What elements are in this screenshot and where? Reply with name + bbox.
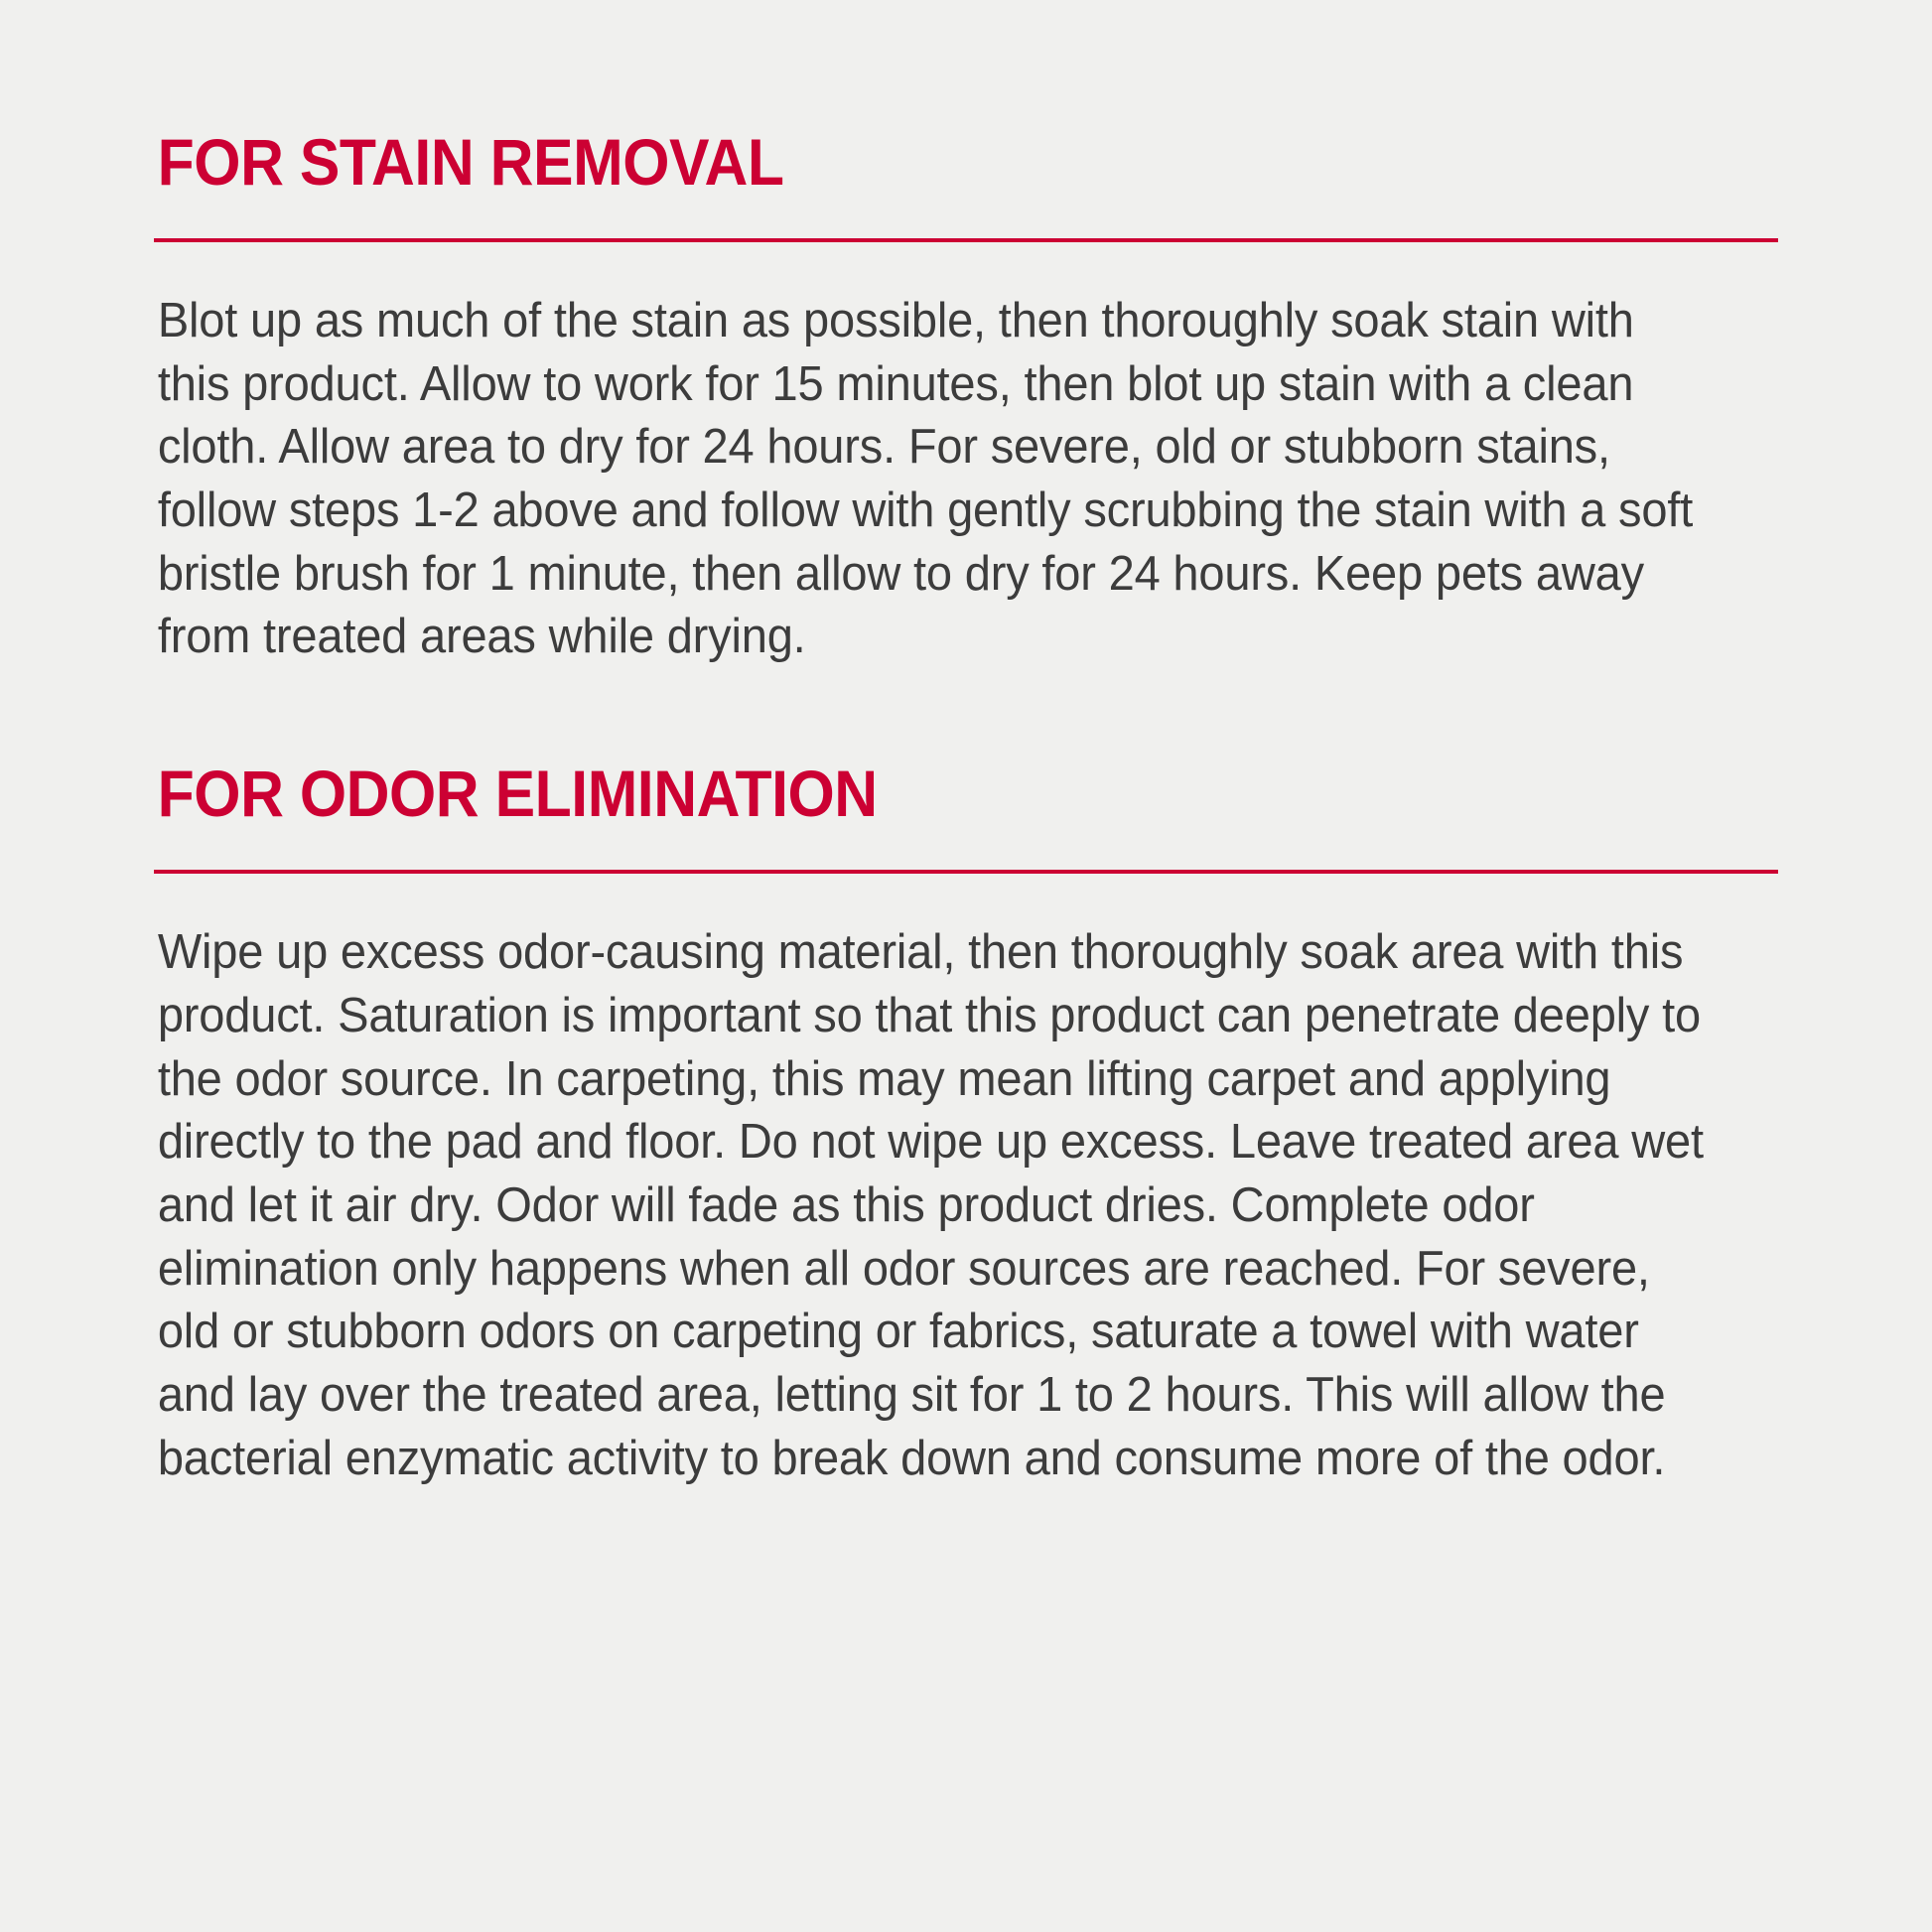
section-body-odor-elimination: Wipe up excess odor-causing material, then thoroughly soak area with this product. Saturation is important so that this product can penetrate deeply to the odor source. In carpeting, this may mean lifting carpet and applying directly to the pad and floor. Do not wipe up excess. Leave treated area wet and let it air dry. Odor will fade as this product dries. Complete odor elimination only happens when all odor sources are reached. For severe, old or stubborn odors on carpeting or fabrics, saturate a towel with water and lay over the treated area, letting sit for 1 to 2 hours. This will allow the bacterial enzymatic activity to break down and consume more of the odor. <box>157 925 1704 1485</box>
section-heading-odor-elimination: FOR ODOR ELIMINATION <box>157 757 878 831</box>
section-heading-stain-removal: FOR STAIN REMOVAL <box>157 125 784 199</box>
section-odor-elimination <box>154 757 1778 1490</box>
divider-stain-removal <box>154 238 1778 242</box>
section-stain-removal <box>154 125 1778 669</box>
section-body-stain-removal: Blot up as much of the stain as possible, then thoroughly soak stain with this product. Allow to work for 15 minutes, then blot up stain with a clean cloth. Allow area to dry for 24 hours. For severe, old or stubborn stains, follow steps 1-2 above and follow with gently scrubbing the stain with a soft bristle brush for 1 minute, then allow to dry for 24 hours. Keep pets away from treated areas while drying. <box>157 294 1694 664</box>
divider-odor-elimination <box>154 870 1778 874</box>
